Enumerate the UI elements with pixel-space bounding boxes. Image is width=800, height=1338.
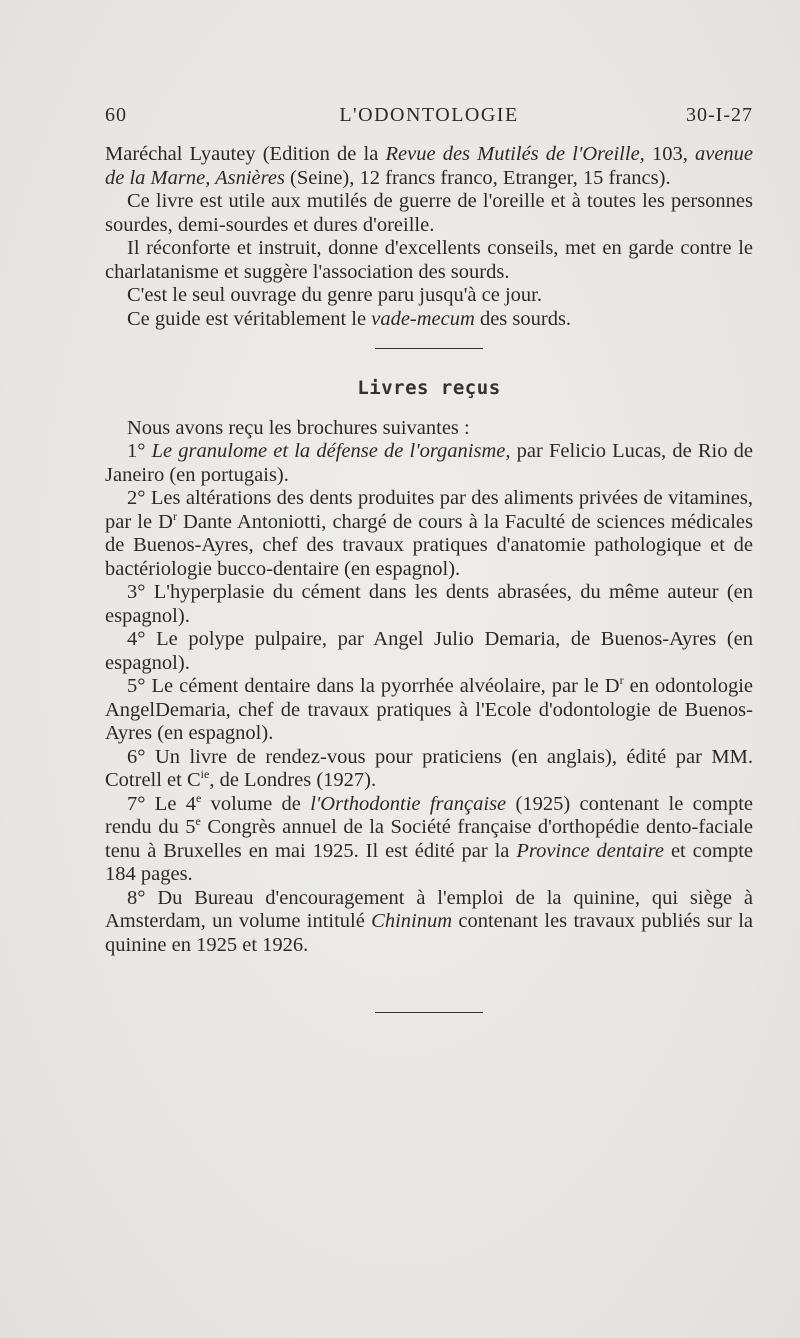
list-item: 7° Le 4e volume de l'Orthodontie française (1925) contenant le compte rendu du 5e Congrès annuel de la Société française d'orthopédie dento-faciale tenu à Bruxelles en mai 1925. Il est édité par la Province dentaire et compte 184 pages. — [105, 790, 753, 885]
end-divider — [375, 1012, 483, 1013]
page-number: 60 — [105, 104, 127, 126]
running-head — [105, 104, 753, 134]
list-item: 6° Un livre de rendez-vous pour praticiens (en anglais), édité par MM. Cotrell et $C^{ie}$, de Londres (1927). — [105, 745, 753, 791]
intro-paragraph-3: Il réconforte et instruit, donne d'excellents conseils, met en garde contre le charlatanisme et suggère l'association des sourds. — [105, 237, 753, 283]
issue-date: 30-I-27 — [686, 104, 753, 126]
list-item: 2° Les altérations des dents produites par des aliments privées de vitamines, par le $D^r$ Dante Antoniotti, chargé de cours à la Faculté de sciences médicales de Buenos-Ayres, chef des travaux pratiques d'anatomie pathologique et de bactériologie bucco-dentaire (en espagnol). — [105, 487, 753, 580]
intro-paragraph-1: Maréchal Lyautey (Edition de la Revue des Mutilés de l'Oreille, 103, avenue de la Marne, Asnières (Seine), 12 francs franco, Etranger, 15 francs). — [105, 143, 754, 189]
journal-title: L'ODONTOLOGIE — [339, 104, 519, 126]
section-lead: Nous avons reçu les brochures suivantes : — [127, 416, 470, 439]
list-item: 5° Le cément dentaire dans la pyorrhée alvéolaire, par le $D^r$ en odontologie AngelDemaria, chef de travaux pratiques à l'Ecole d'odontologie de Buenos-Ayres (en espagnol). — [105, 673, 753, 744]
section-divider — [375, 348, 483, 349]
intro-paragraph-4: C'est le seul ouvrage du genre paru jusqu'à ce jour. — [127, 284, 542, 306]
intro-paragraph-5: Ce guide est véritablement le vade-mecum des sourds. — [127, 307, 572, 330]
list-item: 4° Le polype pulpaire, par Angel Julio Demaria, de Buenos-Ayres (en espagnol). — [105, 628, 753, 674]
section-title: Livres reçus — [357, 377, 501, 399]
list-item: 3° L'hyperplasie du cément dans les dents abrasées, du même auteur (en espagnol). — [105, 581, 753, 627]
list-item: 1° Le granulome et la défense de l'organisme, par Felicio Lucas, de Rio de Janeiro (en portugais). — [105, 440, 753, 486]
list-item: 8° Du Bureau d'encouragement à l'emploi de la quinine, qui siège à Amsterdam, un volume intitulé Chininum contenant les travaux publiés sur la quinine en 1925 et 1926. — [105, 886, 753, 956]
intro-paragraph-2: Ce livre est utile aux mutilés de guerre de l'oreille et à toutes les personnes sourdes, demi-sourdes et dures d'oreille. — [105, 190, 753, 236]
article-body — [105, 143, 753, 1013]
